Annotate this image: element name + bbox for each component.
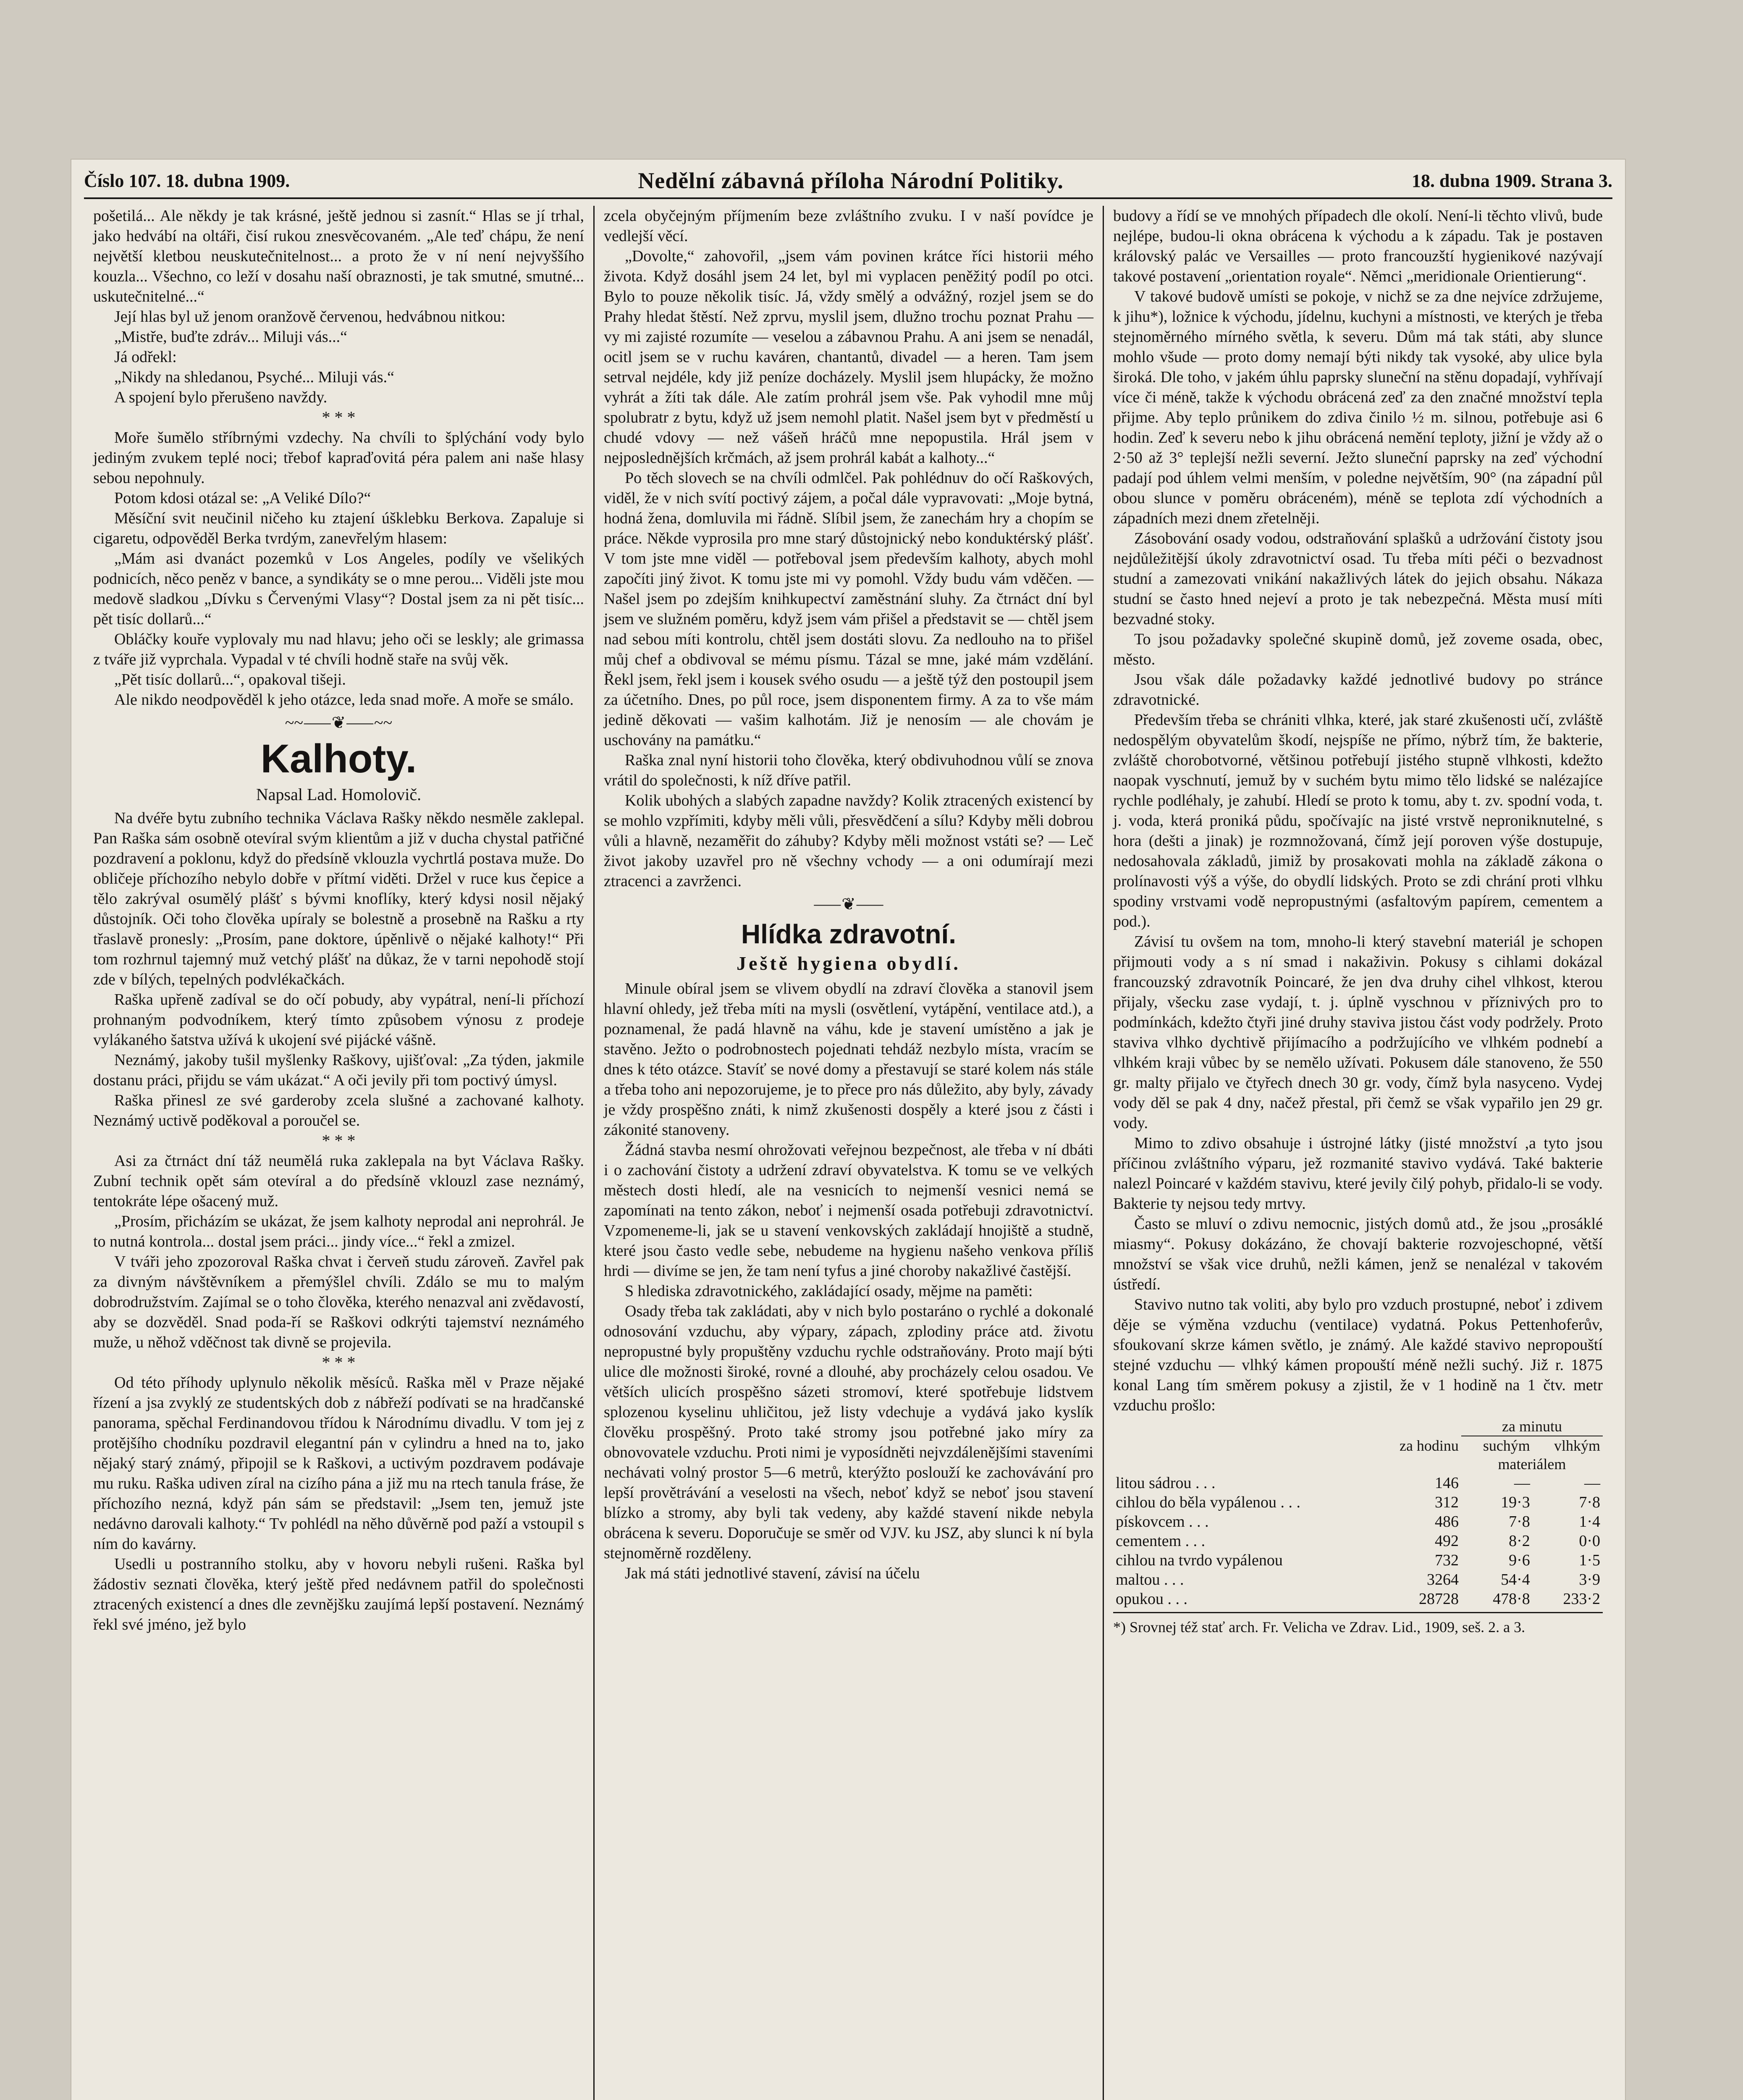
table-cell: 732 (1434, 1551, 1459, 1569)
table-cell: cihlou do běla vypálenou . . . (1116, 1494, 1301, 1511)
table-header-row (1113, 1436, 1603, 1455)
table-header: za hodinu (1399, 1437, 1459, 1454)
table-cell: opukou . . . (1116, 1590, 1187, 1608)
paragraph: V takové budově umísti se pokoje, v nichž se za dne nejvíce zdržujeme, k jihu*), ložnice k východu, jídelnu, kuchyni a místnosti, ve kterých je třeba stejnoměrného mírného světla, k severu. Dům má tak státi, aby slunce mohlo všude — proto domy nemají býti nikdy tak vysoké, aby ulice byla široká. Dle toho, v jakém úhlu paprsky sluneční na stěnu dopadají, vyhřívají více či méně, takže k východu obrácená zeď za den značné množství tepla přijme. Aby teplo průnikem do zdiva činilo ½ m. silnou, potřebuje asi 6 hodin. Zeď k severu nebo k jihu obrácená nemění teploty, jižní je vždy až o 2·50 až 3° teplejší nežli severní. Ježto sluneční paprsky na zeď východní padají pod úhlem velmi menším, v poledne největším, 90° (na západní půl obou slunce v poměru obráceném), méně se teplota zdí východních a západních mezi dnem zřetelněji. (1113, 288, 1603, 527)
paragraph: Usedli u postranního stolku, aby v hovoru nebyli rušeni. Raška byl žádostiv seznati člověka, který ještě před nedávnem patřil do společnosti ztracených existencí a dnes dle zevnějšku zaujímá lepší postavení. Neznámý řekl své jméno, jež bylo (93, 1555, 584, 1633)
paragraph: Od této příhody uplynulo několik měsíců. Raška měl v Praze nějaké řízení a jsa zvyklý ze studentských dob z nábřeží podívati se na hradčanské panorama, spěchal Ferdinandovou třídou k Národnímu divadlu. V tom jej z protějšího chodníku pozdravil elegantní pán v cylindru a hned na to, jako nějaký starý známý, připojil se k Raškovi, a uctivým pozdravem podávaje mu ruku. Raška udiven zíral na cizího pána a již mu na rtech tanula fráse, že příchozího nezná, když pán sám se představil: „Jsem ten, jemuž jste nedávno darovali kalhoty.“ Tv pohlédl na něho důvěrně pod paží a vstoupil s ním do kavárny. (93, 1374, 584, 1553)
table-row (1113, 1531, 1603, 1551)
paragraph: Moře šumělo stříbrnými vzdechy. Na chvíli to šplýchání vody bylo jediným zvukem teplé noci; třebof kapraďovitá péra palem ani naše hlasy sebou nepohnuly. (93, 429, 584, 487)
article-title: Kalhoty. (260, 736, 417, 781)
paragraph: Jsou však dále požadavky každé jednotlivé budovy po stránce zdravotnické. (1113, 671, 1603, 709)
paragraph: „Mistře, buďte zdráv... Miluji vás...“ (114, 328, 348, 346)
table-row (1113, 1512, 1603, 1531)
paragraph: zcela obyčejným příjmením beze zvláštního zvuku. I v naší povídce je vedlejší věcí. (604, 207, 1093, 245)
table-header: vlhkým (1554, 1437, 1600, 1454)
table-cell: 146 (1434, 1474, 1459, 1492)
paragraph: Na dvéře bytu zubního technika Václava Rašky někdo nesměle zaklepal. Pan Raška sám osobně otevíral svým klientům a již v ducha chystal patřičné pozdravení a poklonu, když do předsíně vklouzla vychrtlá postava muže. Do obličeje příchozího nebylo dobře v přítmí viděti. Držel v ruce kus čepice a tělo zakrýval osumělý plášť s bývmi knoflíky, který kdysi nosil nějaký důstojník. Oči toho člověka upíraly se bolestně a prosebně na Rašku a rty třaslavě pronesly: „Prosím, pane doktore, úpěnlivě o nějaké kalhoty!“ Při tom rozhrnul tajemný muž vetchý plášť na důkaz, že v tarni nepohodě stojí zde v bílých, tepelných podvlékačkách. (93, 809, 584, 988)
table-header-row (1113, 1417, 1603, 1436)
footnote-divider (1113, 1612, 1603, 1613)
paragraph: S hlediska zdravotnického, zakládající osady, mějme na paměti: (625, 1282, 1033, 1300)
column-1 (84, 206, 593, 2100)
table-row (1113, 1551, 1603, 1570)
page-number: 18. dubna 1909. Strana 3. (1411, 170, 1612, 191)
paragraph: Především třeba se chrániti vlhka, které, jak staré zkušenosti učí, zvláště nedospělým obyvatelům škodí, nejspíše ne přímo, nýbrž tím, že bakterie, zvláště chorobotvorné, většinou potřebují jistého stupně vlhkosti, kdežto naopak vyschnutí, jemuž by v suchém bytu mimo tělo lidské se nalézajíce rychle podléhaly, je zahubí. Hledí se proto k tomu, aby t. zv. spodní voda, t. j. voda, která proniká půdu, spočívajíc na jisté vrstvě neproniknutelné, s hora (dešti a jinak) je rozmnožovaná, čímž její poroven výše dostupuje, nedosahovala základů, jimiž by prosakovati mohla na základě zákona o prolínavosti výš a výše, do obydlí lidských. Proto se zdi chrání proti vlhku spodiny vrstvami vodě nepropustnými (asfaltovým papírem, cementem a pod.). (1113, 711, 1603, 930)
paragraph: Kolik ubohých a slabých zapadne navždy? Kolik ztracených existencí by se mohlo vzpřímiti, kdyby měli vůli, přesvědčení a sílu? Kdyby měli dobrou vůli a hlavně, nezaměřit do záhuby? Kdyby měli možnost vstáti se? — Leč život jakoby uzavřel pro ně všechny vchody — a oni odumírají mezi ztracenci a zavrženci. (604, 792, 1093, 890)
table-cell: 3264 (1426, 1571, 1459, 1588)
ornament-divider: ~~⸺❦⸺~~ (285, 713, 393, 732)
paragraph: „Pět tisíc dollarů...“, opakoval tišeji. (114, 671, 346, 688)
section-subtitle: Ještě hygiena obydlí. (737, 953, 961, 974)
paragraph: „Dovolte,“ zahovořil, „jsem vám povinen krátce říci historii mého života. Když dosáhl jsem 24 let, byl mi vyplacen peněžitý podíl po otci. Bylo to pouze několik tisíc. Já, vždy smělý a odvážný, rozjel jsem se do Prahy hledat štěstí. Než zprvu, myslil jsem, dlužno trochu poznat Prahu — vy mi zajisté rozumíte — veselou a zábavnou Prahu. A ani jsem se nenadál, ocitl jsem se v ruchu kaváren, chantantů, divadel — a heren. Tam jsem setrval nejdéle, kdy již peníze docházely. Myslil jsem hlupácky, že možno vyhrát a žíti tak dále. Ale zatím prohrál jsem vše. Pak vyhodil mne můj spolubratr z bytu, když už jsem nemohl platit. Našel jsem byt v předměstí u chudé vdovy — než vášeň hráčů mne nepopustila. Hrál jsem v nejposlednějších krčmách, až jsem prohrál kabát a kalhoty...“ (604, 247, 1093, 467)
footnote: *) Srovnej též stať arch. Fr. Velicha ve Zdrav. Lid., 1909, seš. 2. a 3. (1113, 1619, 1525, 1635)
column-3 (1103, 206, 1612, 2100)
table-cell: pískovcem . . . (1116, 1513, 1209, 1530)
masthead-title: Nedělní zábavná příloha Národní Politiky. (638, 168, 1064, 193)
issue-number: Číslo 107. 18. dubna 1909. (84, 170, 290, 191)
paragraph: Stavivo nutno tak voliti, aby bylo pro vzduch prostupné, neboť i zdivem děje se výměna vzduchu (ventilace) vydatná. Pokus Pettenhoferův, sfoukovaní skrze kámen světlo, je známý. Ale každé stavivo nepropouští stejné vzduchu — vlhký kámen propouští méně nežli suchý. Již r. 1875 konal Lang tím směrem pokusy a zjistil, že v 1 hodině na 1 čtv. metr vzduchu prošlo: (1113, 1296, 1603, 1414)
paragraph: budovy a řídí se ve mnohých případech dle okolí. Není-li těchto vlivů, bude nejlépe, budou-li okna obrácena k východu a k západu. Tak je postaven královský palác ve Versailles — proto francouzští hygienikové nazývají takové postavení „orientation royale“. Němci „meridionale Orientierung“. (1113, 207, 1603, 285)
table-header-group: za minutu (1461, 1417, 1603, 1436)
table-header: suchým (1483, 1437, 1530, 1454)
table-cell: — (1514, 1474, 1530, 1492)
paragraph: Závisí tu ovšem na tom, mnoho-li který stavební materiál je schopen přijmouti vody a s ní smad i nakaživin. Pokusy s cihlami dokázal francouzský zdravotník Poincaré, že jen dva druhy cihel vlhkost, kterou přijaly, všecku zase vydají, t. j. úplně vyschnou v příznivých pro to podmínkách, kdežto čtyři jiné druhy staviva jistou část vody podržely. Proto staviva vlhko dychtivě přijímacího a podržujícího ve vlhkém podnebí a vlhkém kraji vůbec by se nemělo užívati. Pokusem dále stanoveno, že 550 gr. malty přijalo ve čtyřech dnech 30 gr. vody, čímž byla nasyceno. Vydej vody děl se pak 4 dny, načež přestal, při čemž se však vypařilo jen 29 gr. vody. (1113, 933, 1603, 1132)
paragraph: Žádná stavba nesmí ohrožovati veřejnou bezpečnost, ale třeba v ní dbáti i o zachování čistoty a udržení zdraví obyvatelstva. K tomu se ve velkých městech dosti hledí, ale na vesnicích to nejmenší vesnici nemá se zapomínati na tento zákon, neboť i nejmenší osada potřebuji zdravotnictví. Vzpomeneme-li, jak se u stavení venkovských zakládají hnojiště a studně, které jsou často vedle sebe, nebudeme na hygienu našeho venkova příliš hrdi — divíme se jen, že tam není tyfus a jiné choroby nakažlivé častější. (604, 1141, 1093, 1280)
paragraph: Jak má státi jednotlivé stavení, závisí na účelu (625, 1564, 920, 1582)
paragraph: Často se mluví o zdivu nemocnic, jistých domů atd., že jsou „prosáklé miasmy“. Pokusy dokázáno, že chovají bakterie rozvojeschopné, větší množství se však vice druhů, nežli kámen, jenž se nenalézal v takovém ústředí. (1113, 1215, 1603, 1293)
paragraph: A spojení bylo přerušeno navždy. (114, 388, 328, 406)
table-cell: 54·4 (1501, 1571, 1530, 1588)
paragraph: „Prosím, přicházím se ukázat, že jsem kalhoty neprodal ani neprohrál. Je to nutná kontrola... dostal jsem práci... jindy více...“ řekl a zmizel. (93, 1213, 584, 1250)
paragraph: Po těch slovech se na chvíli odmlčel. Pak pohlédnuv do očí Raškových, viděl, že v nich svítí poctivý zájem, a počal dále vypravovati: „Moje bytná, hodná žena, domluvila mi řádně. Slíbil jsem, že zanechám hry a chopím se práce. Někde vyprosila pro mne starý důstojnický nebo konduktérský plášť. V tom jste mne viděl — potřeboval jsem především kalhoty, abych mohl započíti jiný život. K tomu jste mi vy pomohl. Vždy budu vám vděčen. — Našel jsem po zdejším knihkupectví zaměstnání sluhy. Za čtrnáct dní byl jsem ve služném poměru, když jsem vám přišel a představit se — chtěl jsem nad sebou míti kontrolu, chtěl jsem dostáti slovu. Za nedlouho na to přišel můj chef a obdivoval se mému písmu. Tázal se mne, jaké mám vzdělání. Řekl jsem, řekl jsem i kousek svého osudu — a ještě týž den postoupil jsem za účetního. Dnes, po půl roce, jsem disponentem firmy. A za to vše mám jedině děkovati — vašim kalhotám. Již je nenosím — ale chovám je uschovány na památku.“ (604, 469, 1093, 749)
paragraph: Raška přinesl ze své garderoby zcela slušné a zachované kalhoty. Neznámý uctivě poděkoval a poroučel se. (93, 1092, 584, 1129)
table-row (1113, 1493, 1603, 1512)
table-cell: — (1584, 1474, 1600, 1492)
table-cell: 233·2 (1563, 1590, 1600, 1608)
paragraph: „Mám asi dvanáct pozemků v Los Angeles, podíly ve všelikých podnicích, něco peněz v bance, a syndikáty se o mne perou... Viděli jste mou medově sladkou „Dívku s Červenými Vlasy“? Dostal jsem za ni pět tisíc... pět tisíc dollarů...“ (93, 550, 584, 628)
newspaper-page (71, 160, 1625, 2100)
table-cell: cementem . . . (1116, 1532, 1206, 1550)
table-cell: 486 (1434, 1513, 1459, 1530)
table-cell: 1·4 (1579, 1513, 1600, 1530)
paragraph: Zásobování osady vodou, odstraňování splašků a udržování čistoty jsou nejdůležitější úkoly zdravotnictví osad. Tu třeba míti péči o bezvadnost studní a zamezovati vnikání nakažlivých látek do jejich obsahu. Nákaza studní se často hned nejeví a proto je tak nebezpečná. Města musí míti bezvadné stoky. (1113, 530, 1603, 628)
table-header-row (1113, 1455, 1603, 1473)
table-row (1113, 1570, 1603, 1589)
paragraph: Mimo to zdivo obsahuje i ústrojné látky (jisté množství ,a tyto jsou příčinou zvláštního výparu, jež rozmanité stavivo vydává. Také bakterie nalezl Poincaré v každém stavivu, které jevily čilý pohyb, přidalo-li se vody. Bakterie ty nejsou tedy mrtvy. (1113, 1134, 1603, 1213)
paragraph: Raška upřeně zadíval se do očí pobudy, aby vypátral, není-li příchozí prohnaným podvodníkem, který tímto způsobem výnosu z prodeje vylákaného šatstva užívá k ukojení své pijácké vášně. (93, 991, 584, 1049)
paragraph: Raška znal nyní historii toho člověka, který obdivuhodnou vůlí se znova vrátil do společnosti, k níž dříve patřil. (604, 751, 1093, 789)
table-header: materiálem (1498, 1456, 1566, 1473)
article-byline: Napsal Lad. Homolovič. (256, 785, 422, 804)
table-cell: 19·3 (1501, 1494, 1530, 1511)
table-cell: 478·8 (1493, 1590, 1530, 1608)
paragraph: To jsou požadavky společné skupině domů, jež zoveme osada, obec, město. (1113, 630, 1603, 668)
table-cell: 0·0 (1579, 1532, 1600, 1550)
paragraph: Obláčky kouře vyplovaly mu nad hlavu; jeho oči se leskly; ale grimassa z tváře již vyprchala. Vypadal v té chvíli hodně staře na svůj věk. (93, 630, 584, 668)
table-row (1113, 1589, 1603, 1609)
paragraph: Měsíční svit neučinil ničeho ku ztajení úšklebku Berkova. Zapaluje si cigaretu, odpověděl Berka tvrdým, zanevřelým hlasem: (93, 509, 584, 547)
section-divider: * * * (322, 1131, 356, 1150)
paragraph: „Nikdy na shledanou, Psyché... Miluji vás.“ (114, 368, 395, 386)
section-divider: * * * (322, 1353, 356, 1372)
table-cell: 1·5 (1579, 1551, 1600, 1569)
paragraph: Její hlas byl už jenom oranžově červenou, hedvábnou nitkou: (114, 308, 506, 326)
paragraph: Asi za čtrnáct dní táž neumělá ruka zaklepala na byt Václava Rašky. Zubní technik opět sám otevíral a do předsíně vklouzl zase neznámý, tentokráte lépe ošacený muž. (93, 1152, 584, 1210)
paragraph: Ale nikdo neodpověděl k jeho otázce, leda snad moře. A moře se smálo. (114, 691, 574, 709)
table-cell: cihlou na tvrdo vypálenou (1116, 1551, 1283, 1569)
table-cell: 312 (1434, 1494, 1459, 1511)
table-cell: litou sádrou . . . (1116, 1474, 1216, 1492)
paragraph: pošetilá... Ale někdy je tak krásné, ještě jednou si zasnít.“ Hlas se jí trhal, jako hedvábí na oltáři, čisí rukou znesvěcovaném. „Ale teď chápu, že není největší kletbou neuskutečnitelnost... a proto že v ní není nejvyššího kouzla... Všechno, co leží v dosahu naší obraznosti, je tak smutné, smutné... uskutečnitelné...“ (93, 207, 584, 305)
page-header (84, 164, 1612, 199)
paragraph: Osady třeba tak zakládati, aby v nich bylo postaráno o rychlé a dokonalé odnosování vzduchu, aby výpary, zápach, zplodiny práce atd. životu nepropustné byly propuštěny vzduchu rychle odstraňovány. Proto mají býti ulice dle možnosti široké, rovné a dlouhé, aby procházely celou osadou. Ve větších ulicích prospěšno sázeti stromoví, které spotřebuje lidstvem splozenou kyselinu uhličitou, jež listy vdechuje a vydává jako kyslík člověku prospěšný. Proto také stromy jsou potřebné jako míry za obnovovatele vzduchu. Proti nimi je vyposídněti nejvzdálenějšími staveními nechávati volný prostor 5—6 metrů, kterýžto poslouží ke zachovávání pro lepší provětrávání a veselosti na všech, neboť když se neboť jsou stavení blízko a stromy, aby byli tak vedeny, aby každé stavení nikde nebyla obrácena k severu. Doporučuje se směr od VJV. ku JSZ, aby slunci k ní byla stejnoměrně rozděleny. (604, 1302, 1093, 1562)
table-cell: 8·2 (1509, 1532, 1530, 1550)
table-row (1113, 1473, 1603, 1493)
columns (84, 206, 1612, 2100)
table-cell: 28728 (1418, 1590, 1459, 1608)
section-divider: * * * (322, 408, 356, 427)
paragraph: Minule obíral jsem se vlivem obydlí na zdraví člověka a stanovil jsem hlavní ohledy, jež třeba míti na mysli (osvětlení, vytápění, ventilace atd.), a poznamenal, že padá hlavně na váhu, kde je stavení umístěno a jak je stavěno. Ježto o podrobnostech pojednati tehdáž nezbylo místa, vracím se dnes k této otázce. Stavíť se nové domy a přestavují se staré kolem nás stále a třeba toho ani nepozorujeme, je to přece pro nás důležito, aby byly, závady je vždy prospěšno znáti, k nimž zkušenosti dospěly a které jsou z části i zákonité stanoveny. (604, 980, 1093, 1139)
paragraph: Potom kdosi otázal se: „A Veliké Dílo?“ (114, 489, 371, 507)
ornament-divider: ⸺❦⸺ (813, 895, 884, 914)
table-cell: 3·9 (1579, 1571, 1600, 1588)
table-cell: 7·8 (1509, 1513, 1530, 1530)
column-2 (593, 206, 1103, 2100)
paragraph: Neznámý, jakoby tušil myšlenky Raškovy, ujišťoval: „Za týden, jakmile dostanu práci, přijdu se vám ukázat.“ A oči jevily při tom poctivý úmysl. (93, 1051, 584, 1089)
table-cell: 9·6 (1509, 1551, 1530, 1569)
table-cell: 7·8 (1579, 1494, 1600, 1511)
table-cell: maltou . . . (1116, 1571, 1184, 1588)
table-cell: 492 (1434, 1532, 1459, 1550)
paragraph: Já odřekl: (114, 348, 177, 366)
paragraph: V tváři jeho zpozoroval Raška chvat i červeň studu zároveň. Zavřel pak za divným návštěvníkem a přemýšlel chvíli. Zdálo se mu to malým dobrodružstvím. Zajímal se o toho člověka, kterého nenazval ani zvědavostí, aby se dozvěděl. Snad poda-ří se Raškovi odkrýti tajemství neznámého muže, u něhož vděčnost tak divně se projevila. (93, 1253, 584, 1351)
section-title: Hlídka zdravotní. (741, 919, 957, 949)
air-permeability-table (1113, 1417, 1603, 1609)
